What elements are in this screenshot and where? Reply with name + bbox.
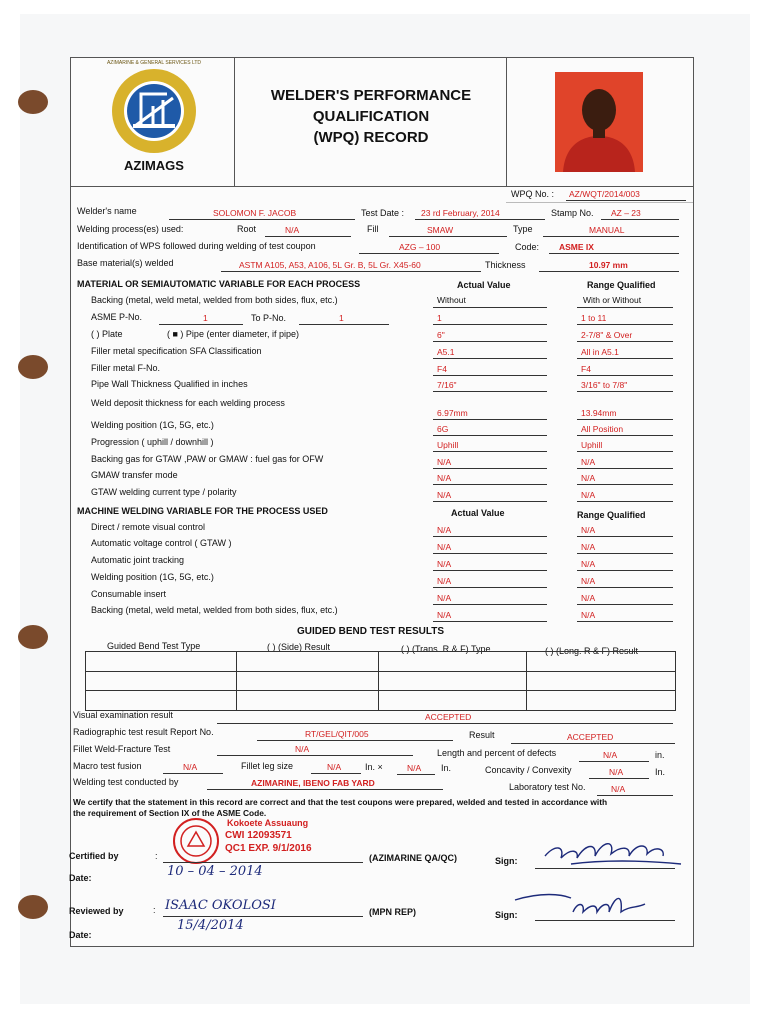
lab-test-value: N/A bbox=[611, 784, 626, 794]
machine-range-header: Range Qualified bbox=[577, 510, 646, 520]
radiographic-label: Radiographic test result Report No. bbox=[73, 727, 214, 737]
machine-row-actual: N/A bbox=[437, 593, 452, 603]
binder-hole bbox=[18, 355, 48, 379]
wpq-form bbox=[70, 57, 694, 947]
wall-thickness-label: Pipe Wall Thickness Qualified in inches bbox=[91, 379, 248, 389]
title-line-2: QUALIFICATION bbox=[312, 108, 430, 125]
machine-row-range: N/A bbox=[581, 610, 596, 620]
certified-by-label: Certified by bbox=[69, 851, 119, 861]
welding-position-range: All Position bbox=[581, 424, 624, 434]
stamp-cwi-number: CWI 12093571 bbox=[225, 830, 292, 841]
bend-col-trans: ( ) (Trans. R & F) Type bbox=[401, 644, 491, 654]
range-qualified-header: Range Qualified bbox=[587, 280, 656, 290]
deposit-thickness-range: 13.94mm bbox=[581, 408, 617, 418]
backing-range: With or Without bbox=[583, 295, 642, 305]
to-p-no-label: To P-No. bbox=[251, 313, 287, 323]
radiographic-report-no: RT/GEL/QIT/005 bbox=[305, 729, 369, 739]
certified-date-label: Date: bbox=[69, 873, 92, 883]
reviewed-date-value: 15/4/2014 bbox=[177, 918, 244, 933]
wall-thickness-actual: 7/16" bbox=[437, 380, 457, 390]
stamp-expiry: QC1 EXP. 9/1/2016 bbox=[225, 843, 312, 854]
concavity-label: Concavity / Convexity bbox=[485, 765, 572, 775]
machine-row-range: N/A bbox=[581, 559, 596, 569]
machine-actual-header: Actual Value bbox=[451, 508, 505, 518]
root-value: N/A bbox=[285, 225, 300, 235]
fillet-leg-unit: In. bbox=[441, 763, 452, 773]
concavity-unit: In. bbox=[655, 767, 666, 777]
pipe-range: 2-7/8" & Over bbox=[581, 330, 633, 340]
f-no-label: Filler metal F-No. bbox=[91, 363, 161, 373]
sfa-label: Filler metal specification SFA Classification bbox=[91, 346, 262, 356]
fillet-leg-value-2: N/A bbox=[407, 763, 422, 773]
certification-line-2: the requirement of Section IX of the ASME Code. bbox=[73, 808, 267, 818]
certification-line-1: We certify that the statement in this record are correct and that the test coupons were prepared, welded and tested in accordance with bbox=[73, 797, 608, 807]
binder-hole bbox=[18, 90, 48, 114]
reviewed-sign-label: Sign: bbox=[495, 910, 518, 920]
reviewed-by-name: ISAAC OKOLOSI bbox=[165, 898, 276, 913]
p-no-value: 1 bbox=[203, 313, 208, 323]
backing-gas-range: N/A bbox=[581, 457, 596, 467]
machine-row-range: N/A bbox=[581, 525, 596, 535]
welding-position-label: Welding position (1G, 5G, etc.) bbox=[91, 420, 214, 430]
machine-row-label: Welding position (1G, 5G, etc.) bbox=[91, 572, 214, 582]
deposit-thickness-actual: 6.97mm bbox=[437, 408, 468, 418]
fillet-leg-label: Fillet leg size bbox=[241, 761, 294, 771]
welders-name-value: SOLOMON F. JACOB bbox=[213, 208, 297, 218]
conducted-by-value: AZIMARINE, IBENO FAB YARD bbox=[251, 778, 375, 788]
certified-by-colon: : bbox=[155, 851, 158, 861]
actual-value-header: Actual Value bbox=[457, 280, 511, 290]
machine-row-label: Automatic joint tracking bbox=[91, 555, 185, 565]
base-material-label: Base material(s) welded bbox=[77, 258, 174, 268]
company-name: AZIMAGS bbox=[124, 158, 184, 173]
p-no-range: 1 to 11 bbox=[581, 313, 607, 323]
gtaw-range: N/A bbox=[581, 490, 596, 500]
machine-row-actual: N/A bbox=[437, 525, 452, 535]
manual-variables-heading: MATERIAL OR SEMIAUTOMATIC VARIABLE FOR EACH PROCESS bbox=[77, 279, 361, 289]
type-label: Type bbox=[513, 224, 533, 234]
lab-test-label: Laboratory test No. bbox=[509, 782, 586, 792]
reviewer-signature bbox=[511, 886, 651, 922]
defects-label: Length and percent of defects bbox=[437, 748, 557, 758]
progression-actual: Uphill bbox=[437, 440, 459, 450]
pipe-option: ( ■ ) Pipe (enter diameter, if pipe) bbox=[167, 329, 299, 339]
stamp-no-value: AZ – 23 bbox=[611, 208, 641, 218]
backing-label: Backing (metal, weld metal, welded from both sides, flux, etc.) bbox=[91, 295, 338, 305]
radiographic-result-value: ACCEPTED bbox=[567, 732, 614, 742]
gmaw-range: N/A bbox=[581, 473, 596, 483]
defects-value: N/A bbox=[603, 750, 618, 760]
macro-test-value: N/A bbox=[183, 762, 198, 772]
machine-row-label: Consumable insert bbox=[91, 589, 167, 599]
welding-position-actual: 6G bbox=[437, 424, 449, 434]
stamp-no-label: Stamp No. bbox=[551, 208, 594, 218]
reviewed-date-label: Date: bbox=[69, 930, 92, 940]
machine-row-label: Automatic voltage control ( GTAW ) bbox=[91, 538, 232, 548]
bend-col-side: ( ) (Side) Result bbox=[267, 642, 331, 652]
conducted-by-label: Welding test conducted by bbox=[73, 777, 179, 787]
macro-test-label: Macro test fusion bbox=[73, 761, 142, 771]
code-label: Code: bbox=[515, 242, 540, 252]
binder-hole bbox=[18, 625, 48, 649]
certified-sign-label: Sign: bbox=[495, 856, 518, 866]
deposit-thickness-label: Weld deposit thickness for each welding process bbox=[91, 398, 285, 408]
radiographic-result-label: Result bbox=[469, 730, 495, 740]
backing-gas-actual: N/A bbox=[437, 457, 452, 467]
progression-label: Progression ( uphill / downhill ) bbox=[91, 437, 214, 447]
fillet-leg-value-1: N/A bbox=[327, 762, 342, 772]
certified-date-value: 10 – 04 – 2014 bbox=[167, 864, 263, 879]
test-date-label: Test Date : bbox=[361, 208, 405, 218]
backing-gas-label: Backing gas for GTAW ,PAW or GMAW : fuel gas for OFW bbox=[91, 454, 324, 464]
type-value: MANUAL bbox=[589, 225, 625, 235]
concavity-value: N/A bbox=[609, 767, 624, 777]
wps-value: AZG – 100 bbox=[399, 242, 441, 252]
wpq-no-label: WPQ No. : bbox=[511, 189, 555, 199]
progression-range: Uphill bbox=[581, 440, 603, 450]
visual-exam-label: Visual examination result bbox=[73, 710, 173, 720]
fill-value: SMAW bbox=[427, 225, 454, 235]
inspector-stamp-seal bbox=[171, 816, 221, 866]
machine-row-actual: N/A bbox=[437, 610, 452, 620]
machine-row-label: Backing (metal, weld metal, welded from both sides, flux, etc.) bbox=[91, 605, 338, 615]
sfa-range: All in A5.1 bbox=[581, 347, 619, 357]
gmaw-label: GMAW transfer mode bbox=[91, 470, 178, 480]
test-date-value: 23 rd February, 2014 bbox=[421, 208, 500, 218]
gmaw-actual: N/A bbox=[437, 473, 452, 483]
gtaw-actual: N/A bbox=[437, 490, 452, 500]
machine-row-label: Direct / remote visual control bbox=[91, 522, 206, 532]
certifier-signature bbox=[541, 834, 691, 874]
defects-unit: in. bbox=[655, 750, 665, 760]
form-title bbox=[239, 85, 503, 148]
logo-ring-text: AZIMARINE & GENERAL SERVICES LTD bbox=[106, 60, 202, 66]
bend-col-long: ( ) (Long. R & F) Result bbox=[545, 646, 639, 656]
plate-option: ( ) Plate bbox=[91, 329, 123, 339]
certified-by-org: (AZIMARINE QA/QC) bbox=[369, 853, 457, 863]
binder-hole bbox=[18, 895, 48, 919]
to-p-no-value: 1 bbox=[339, 313, 344, 323]
gtaw-label: GTAW welding current type / polarity bbox=[91, 487, 237, 497]
root-label: Root bbox=[237, 224, 257, 234]
reviewed-by-label: Reviewed by bbox=[69, 906, 124, 916]
pipe-actual: 6" bbox=[437, 330, 445, 340]
p-no-label: ASME P-No. bbox=[91, 312, 143, 322]
machine-row-range: N/A bbox=[581, 542, 596, 552]
f-no-range: F4 bbox=[581, 364, 591, 374]
reviewed-by-org: (MPN REP) bbox=[369, 907, 416, 917]
machine-row-actual: N/A bbox=[437, 576, 452, 586]
bend-col-type: Guided Bend Test Type bbox=[107, 641, 201, 651]
p-no-actual: 1 bbox=[437, 313, 442, 323]
machine-row-range: N/A bbox=[581, 576, 596, 586]
machine-variables-heading: MACHINE WELDING VARIABLE FOR THE PROCESS USED bbox=[77, 506, 328, 516]
visual-exam-value: ACCEPTED bbox=[425, 712, 472, 722]
wpq-no-value: AZ/WQT/2014/003 bbox=[569, 189, 640, 199]
machine-row-actual: N/A bbox=[437, 559, 452, 569]
welder-photo bbox=[555, 72, 643, 172]
fillet-fracture-value: N/A bbox=[295, 744, 310, 754]
title-line-3: (WPQ) RECORD bbox=[313, 129, 429, 146]
code-value: ASME IX bbox=[559, 242, 594, 252]
company-logo bbox=[111, 68, 197, 154]
thickness-label: Thickness bbox=[485, 260, 526, 270]
f-no-actual: F4 bbox=[437, 364, 447, 374]
welders-name-label: Welder's name bbox=[77, 206, 137, 216]
wall-thickness-range: 3/16" to 7/8" bbox=[581, 380, 628, 390]
machine-row-actual: N/A bbox=[437, 542, 452, 552]
base-material-value: ASTM A105, A53, A106, 5L Gr. B, 5L Gr. X45-60 bbox=[239, 260, 421, 270]
welding-process-label: Welding process(es) used: bbox=[77, 224, 184, 234]
guided-bend-table bbox=[85, 651, 676, 711]
title-line-1: WELDER'S PERFORMANCE bbox=[270, 87, 472, 104]
fill-label: Fill bbox=[367, 224, 379, 234]
guided-bend-heading: GUIDED BEND TEST RESULTS bbox=[297, 626, 445, 637]
reviewed-by-colon: : bbox=[153, 905, 156, 915]
stamp-inspector-name: Kokoete Assuaung bbox=[227, 818, 309, 828]
fillet-fracture-label: Fillet Weld-Fracture Test bbox=[73, 744, 171, 754]
fillet-leg-times: In. × bbox=[365, 762, 383, 772]
backing-actual: Without bbox=[437, 295, 466, 305]
sfa-actual: A5.1 bbox=[437, 347, 455, 357]
wps-label: Identification of WPS followed during welding of test coupon bbox=[77, 241, 316, 251]
machine-row-range: N/A bbox=[581, 593, 596, 603]
thickness-value: 10.97 mm bbox=[589, 260, 628, 270]
